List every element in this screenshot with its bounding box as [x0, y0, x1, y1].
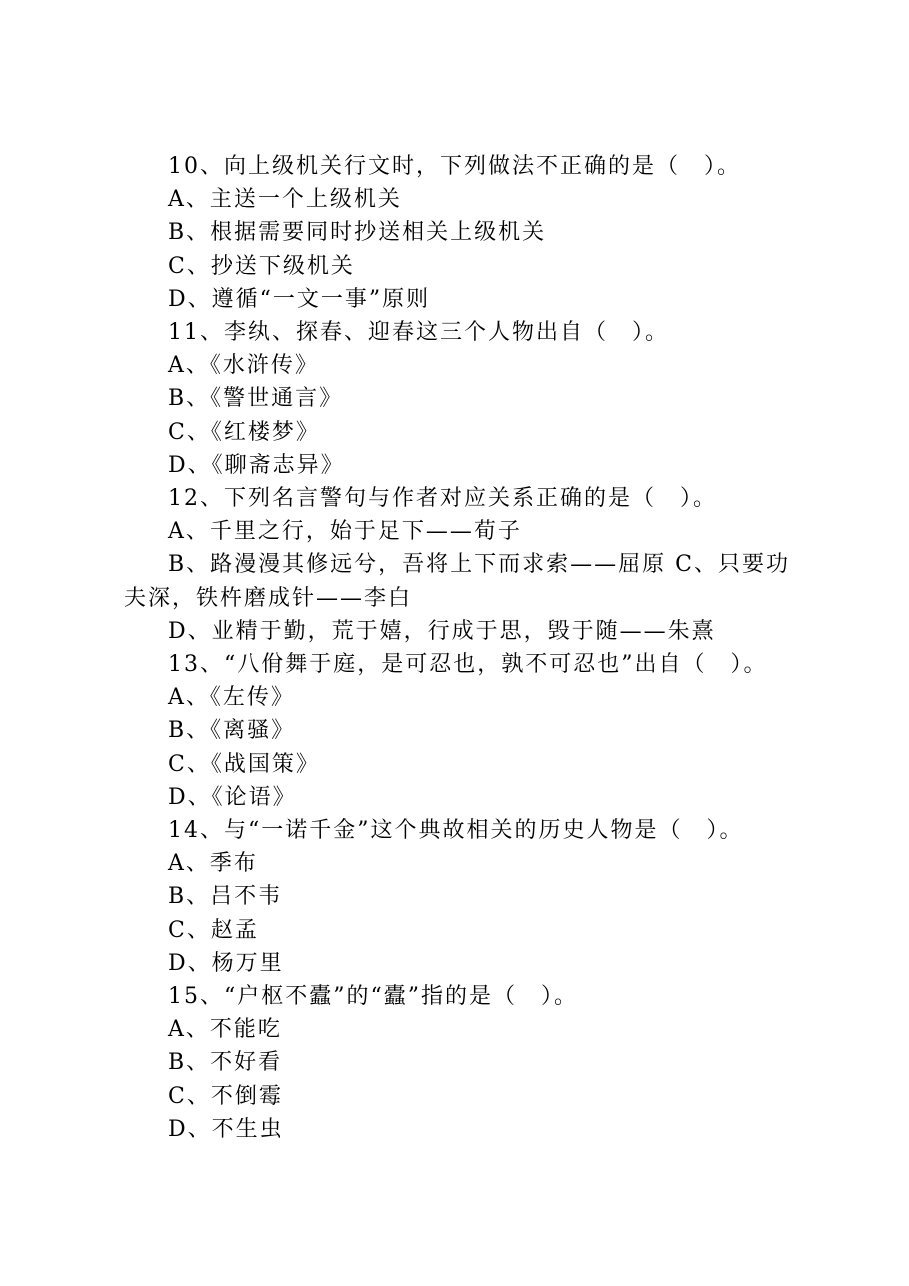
question-11: [124, 316, 804, 482]
option-b: B、《离骚》: [168, 718, 296, 744]
option-b-and-c: B、路漫漫其修远兮，吾将上下而求索——屈原 C、只要功夫深，铁杵磨成针——李白: [124, 552, 790, 611]
option-a: A、《水浒传》: [168, 353, 319, 379]
option-b: B、《警世通言》: [168, 386, 344, 412]
question-stem: 15、“户枢不蠹”的“蠹”指的是（ ）。: [168, 984, 578, 1010]
option-c: C、抄送下级机关: [168, 253, 355, 279]
option-a: A、主送一个上级机关: [168, 187, 402, 213]
option-d: D、遵循“一文一事”原则: [168, 286, 431, 312]
option-d: D、业精于勤，荒于嬉，行成于思，毁于随——朱熹: [168, 618, 716, 644]
option-a: A、不能吃: [168, 1017, 282, 1043]
option-d: D、《论语》: [168, 784, 297, 810]
option-c: C、《红楼梦》: [168, 419, 320, 445]
question-10: [124, 150, 804, 316]
question-stem: 10、向上级机关行文时，下列做法不正确的是（ ）。: [168, 154, 741, 179]
question-15: [124, 980, 804, 1146]
question-list: [124, 150, 804, 1146]
option-b: B、吕不韦: [168, 884, 283, 910]
option-a: A、《左传》: [168, 685, 295, 711]
question-stem: 12、下列名言警句与作者对应关系正确的是（ ）。: [168, 486, 717, 512]
option-d: D、杨万里: [168, 950, 284, 976]
option-c: C、不倒霉: [168, 1083, 283, 1109]
option-d: D、《聊斋志异》: [168, 452, 345, 478]
option-a: A、季布: [168, 851, 258, 877]
option-c: C、《战国策》: [168, 751, 320, 777]
option-a: A、千里之行，始于足下——荀子: [168, 519, 522, 545]
question-12: [124, 482, 804, 648]
question-stem: 14、与“一诺千金”这个典故相关的历史人物是（ ）。: [168, 818, 744, 844]
option-d: D、不生虫: [168, 1116, 284, 1142]
option-b: B、根据需要同时抄送相关上级机关: [168, 220, 547, 246]
question-14: [124, 814, 804, 980]
option-b: B、不好看: [168, 1050, 283, 1076]
option-c: C、赵孟: [168, 917, 259, 943]
question-stem: 11、李纨、探春、迎春这三个人物出自（ ）。: [168, 320, 669, 346]
question-13: [124, 648, 804, 814]
question-stem: 13、“八佾舞于庭，是可忍也，孰不可忍也”出自（ ）。: [168, 652, 768, 678]
